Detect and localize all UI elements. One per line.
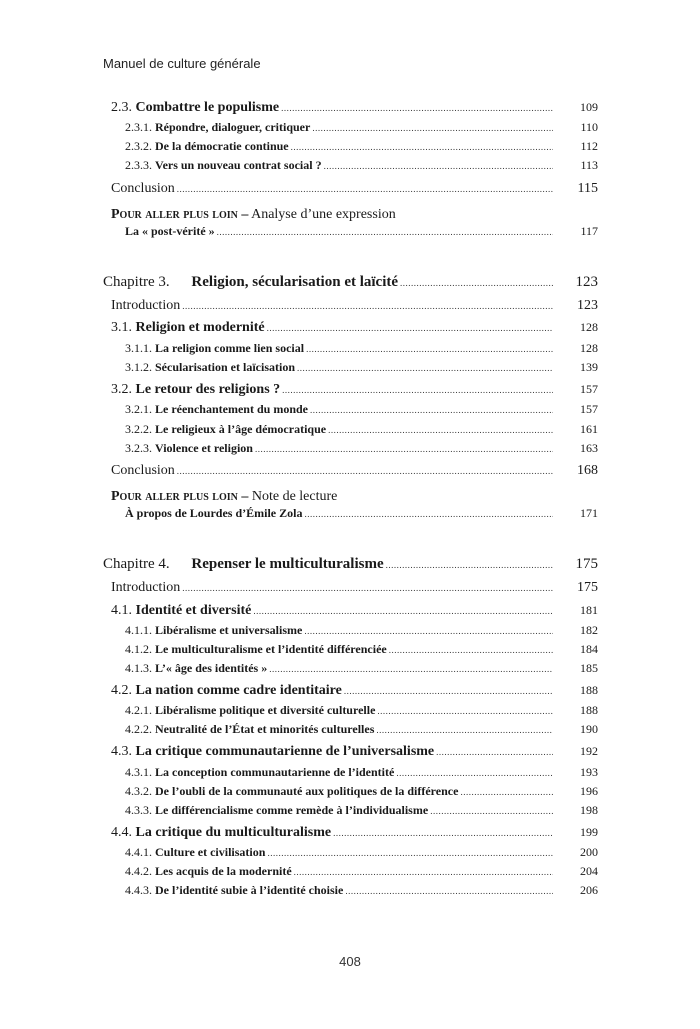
toc-entry[interactable]	[0, 703, 700, 718]
toc-entry[interactable]	[0, 441, 700, 456]
toc-entry-label	[125, 784, 458, 799]
toc-entry-page: 182	[580, 623, 598, 637]
toc-entry-page: 185	[580, 661, 598, 675]
dot-leader	[328, 426, 553, 435]
toc-entry-label	[111, 298, 180, 314]
toc-entry-label	[125, 224, 215, 239]
toc-entry-page: 206	[580, 883, 598, 897]
toc-entry-label	[125, 402, 308, 417]
toc-entry-number: 2.3.3.	[125, 158, 152, 172]
dot-leader	[182, 302, 553, 311]
toc-entry-number: 4.3.	[111, 744, 132, 759]
toc-entry-label	[125, 722, 374, 737]
toc-entry[interactable]	[0, 845, 700, 860]
toc-entry-number: 2.3.2.	[125, 139, 152, 153]
toc-entry-number: 3.2.2.	[125, 422, 152, 436]
toc-entry-number: 3.1.1.	[125, 341, 152, 355]
toc-entry[interactable]	[0, 623, 700, 638]
toc-entry-title: Le religieux à l’âge démocratique	[155, 422, 327, 436]
toc-entry-page: 175	[577, 580, 598, 595]
toc-entry-title: Violence et religion	[155, 441, 253, 455]
toc-entry[interactable]	[0, 603, 700, 619]
toc-entry-number: 4.4.1.	[125, 845, 152, 859]
toc-entry-number: 4.2.2.	[125, 722, 152, 736]
dot-leader	[304, 510, 553, 519]
toc-entry-number: 4.2.	[111, 683, 132, 698]
toc-entry-number: 4.3.1.	[125, 765, 152, 779]
toc-entry-title: La religion comme lien social	[155, 341, 305, 355]
dot-leader	[344, 687, 553, 696]
dot-leader	[310, 406, 553, 415]
toc-entry-number: 2.3.1.	[125, 120, 152, 134]
toc-entry-number: 4.2.1.	[125, 703, 152, 717]
toc-entry[interactable]	[0, 765, 700, 780]
toc-entry-title: Neutralité de l’État et minorités culturelles	[155, 722, 375, 736]
toc-entry-page: 163	[580, 441, 598, 455]
toc-entry[interactable]	[0, 158, 700, 173]
toc-entry-page: 110	[580, 120, 598, 134]
toc-entry-page: 192	[580, 744, 598, 758]
toc-entry-label	[111, 744, 434, 760]
toc-entry-title: Le différencialisme comme remède à l’individualisme	[155, 803, 429, 817]
toc-entry-label	[103, 556, 384, 573]
dot-leader	[282, 386, 553, 395]
dot-leader	[345, 887, 553, 896]
toc-entry-page: 181	[580, 603, 598, 617]
toc-entry-label	[125, 158, 322, 173]
toc-entry-title: De la démocratie continue	[155, 139, 289, 153]
toc-entry-number: 3.1.2.	[125, 360, 152, 374]
toc-entry-page: 196	[580, 784, 598, 798]
toc-entry-label	[125, 506, 302, 521]
dot-leader	[281, 104, 553, 113]
toc-entry-title: Conclusion	[111, 181, 175, 196]
toc-entry-number: 3.2.	[111, 382, 132, 397]
toc-entry[interactable]	[0, 683, 700, 699]
toc-entry-page: 190	[580, 722, 598, 736]
dot-leader	[267, 324, 553, 333]
toc-entry-page: 199	[580, 825, 598, 839]
toc-entry-page: 184	[580, 642, 598, 656]
dot-leader	[267, 849, 553, 858]
dot-leader	[396, 769, 553, 778]
dot-leader	[376, 726, 553, 735]
toc-entry[interactable]	[0, 784, 700, 799]
toc-entry-title: Répondre, dialoguer, critiquer	[155, 120, 311, 134]
toc-entry-title: La conception communautarienne de l’identité	[155, 765, 395, 779]
toc-further-reading-heading	[111, 207, 396, 223]
dot-leader	[324, 162, 553, 171]
toc-entry-title: Introduction	[111, 580, 181, 595]
toc-entry-number: 4.4.3.	[125, 883, 152, 897]
toc-entry-title: La nation comme cadre identitaire	[135, 683, 342, 698]
toc-entry-page: 115	[577, 181, 598, 196]
toc-entry[interactable]	[0, 341, 700, 356]
toc-entry-label	[111, 100, 279, 116]
toc-entry-page: 117	[580, 224, 598, 238]
toc-entry[interactable]	[0, 661, 700, 676]
dot-leader	[430, 807, 553, 816]
toc-entry-title: Les acquis de la modernité	[155, 864, 292, 878]
dot-leader	[312, 124, 553, 133]
toc-entry[interactable]	[0, 224, 700, 239]
further-reading-title: Note de lecture	[248, 489, 338, 504]
toc-entry-label	[111, 382, 280, 398]
toc-entry-label	[125, 845, 265, 860]
toc-entry-title: Libéralisme politique et diversité culturelle	[155, 703, 376, 717]
toc-entry-label	[125, 803, 428, 818]
toc-entry-number: 4.4.	[111, 825, 132, 840]
further-reading-label: Pour aller plus loin –	[111, 489, 249, 504]
toc-entry-page: 109	[580, 100, 598, 114]
dot-leader	[297, 364, 553, 373]
toc-entry-label	[125, 864, 292, 879]
page-number: 408	[339, 954, 361, 969]
toc-entry-number: Chapitre 4.	[103, 556, 170, 572]
toc-entry-page: 198	[580, 803, 598, 817]
toc-entry-number: 4.3.2.	[125, 784, 152, 798]
dot-leader	[291, 143, 553, 152]
dot-leader	[386, 561, 553, 570]
toc-entry[interactable]	[0, 722, 700, 737]
toc-entry-label	[125, 422, 326, 437]
toc-entry[interactable]	[0, 382, 700, 398]
toc-entry-page: 171	[580, 506, 598, 520]
toc-entry-title: Combattre le populisme	[135, 100, 280, 115]
toc-entry-page: 139	[580, 360, 598, 374]
toc-entry[interactable]	[0, 181, 700, 197]
toc-entry-label	[111, 603, 251, 619]
dot-leader	[306, 345, 553, 354]
toc-entry-label	[125, 120, 310, 135]
toc-entry[interactable]	[0, 402, 700, 417]
toc-entry[interactable]	[0, 744, 700, 760]
dot-leader	[253, 607, 553, 616]
toc-entry-page: 200	[580, 845, 598, 859]
dot-leader	[177, 185, 553, 194]
dot-leader	[389, 646, 553, 655]
toc-entry-title: Repenser le multiculturalisme	[191, 556, 384, 572]
toc-entry-page: 128	[580, 320, 598, 334]
toc-entry-title: De l’oubli de la communauté aux politiques de la différence	[155, 784, 459, 798]
toc-entry[interactable]	[0, 274, 700, 291]
toc-entry-title: Religion et modernité	[135, 320, 265, 335]
toc-entry-title: Introduction	[111, 298, 181, 313]
toc-entry-title: Le multiculturalisme et l’identité différenciée	[155, 642, 387, 656]
dot-leader	[400, 279, 553, 288]
toc-entry[interactable]	[0, 120, 700, 135]
toc-entry[interactable]	[0, 422, 700, 437]
dot-leader	[377, 707, 553, 716]
toc-entry-page: 112	[580, 139, 598, 153]
toc-entry-number: 4.4.2.	[125, 864, 152, 878]
toc-entry-label	[111, 580, 180, 596]
dot-leader	[333, 829, 553, 838]
dot-leader	[217, 228, 553, 237]
toc-entry[interactable]	[0, 298, 700, 314]
toc-entry-label	[125, 139, 289, 154]
toc-entry-label	[125, 703, 375, 718]
toc-entry-number: 3.2.3.	[125, 441, 152, 455]
toc-entry-number: 4.3.3.	[125, 803, 152, 817]
toc-entry-page: 157	[580, 382, 598, 396]
toc-entry-page: 175	[575, 556, 598, 572]
toc-entry-page: 188	[580, 683, 598, 697]
toc-entry-label	[125, 341, 304, 356]
toc-entry[interactable]	[0, 864, 700, 879]
toc-entry-label	[125, 642, 387, 657]
dot-leader	[460, 788, 553, 797]
toc-entry[interactable]	[0, 360, 700, 375]
toc-entry[interactable]	[0, 883, 700, 898]
toc-entry-label	[111, 181, 175, 197]
dot-leader	[304, 627, 553, 636]
toc-entry[interactable]	[0, 463, 700, 479]
toc-entry-title: Religion, sécularisation et laïcité	[191, 274, 399, 290]
toc-entry-page: 204	[580, 864, 598, 878]
toc-entry-label	[125, 623, 302, 638]
toc-entry-label	[111, 463, 175, 479]
toc-entry-title: Le réenchantement du monde	[155, 402, 308, 416]
toc-entry-page: 193	[580, 765, 598, 779]
toc-entry-number: 4.1.1.	[125, 623, 152, 637]
toc-entry-label	[103, 274, 398, 291]
toc-entry-title: La « post-vérité »	[125, 224, 215, 238]
toc-entry-number: 4.1.2.	[125, 642, 152, 656]
toc-entry-page: 123	[577, 298, 598, 313]
toc-entry[interactable]	[0, 642, 700, 657]
toc-entry-number: 4.1.	[111, 603, 132, 618]
toc-entry-number: 3.2.1.	[125, 402, 152, 416]
toc-entry-page: 157	[580, 402, 598, 416]
toc-entry-label	[125, 441, 253, 456]
toc-entry-title: L’« âge des identités »	[155, 661, 268, 675]
toc-entry-title: Culture et civilisation	[155, 845, 266, 859]
dot-leader	[182, 584, 553, 593]
further-reading-label: Pour aller plus loin –	[111, 207, 249, 222]
toc-entry[interactable]	[0, 320, 700, 336]
toc-entry-page: 161	[580, 422, 598, 436]
toc-entry-page: 113	[580, 158, 598, 172]
toc-entry-label	[125, 360, 295, 375]
toc-entry-title: Le retour des religions ?	[135, 382, 281, 397]
toc-entry-page: 128	[580, 341, 598, 355]
toc-entry[interactable]	[0, 100, 700, 116]
running-header: Manuel de culture générale	[103, 56, 261, 71]
dot-leader	[255, 445, 553, 454]
toc-entry-title: Libéralisme et universalisme	[155, 623, 303, 637]
toc-entry[interactable]	[0, 556, 700, 573]
toc-entry-label	[111, 320, 265, 336]
toc-entry-title: Conclusion	[111, 463, 175, 478]
toc-entry[interactable]	[0, 506, 700, 521]
toc-entry-number: 4.1.3.	[125, 661, 152, 675]
toc-entry-label	[125, 661, 267, 676]
toc-further-reading-heading	[111, 489, 337, 505]
toc-entry-page: 168	[577, 463, 598, 478]
toc-entry[interactable]	[0, 580, 700, 596]
toc-entry[interactable]	[0, 825, 700, 841]
toc-entry-title: De l’identité subie à l’identité choisie	[155, 883, 344, 897]
toc-entry-title: À propos de Lourdes d’Émile Zola	[125, 506, 303, 520]
toc-entry-label	[125, 883, 343, 898]
toc-entry-page: 123	[575, 274, 598, 290]
dot-leader	[177, 467, 553, 476]
toc-entry-title: La critique du multiculturalisme	[135, 825, 332, 840]
toc-entry-title: Vers un nouveau contrat social ?	[155, 158, 322, 172]
dot-leader	[269, 665, 553, 674]
toc-entry-label	[111, 825, 331, 841]
further-reading-title: Analyse d’une expression	[248, 207, 396, 222]
dot-leader	[436, 748, 553, 757]
toc-entry-title: Sécularisation et laïcisation	[155, 360, 295, 374]
toc-entry[interactable]	[0, 803, 700, 818]
toc-entry-number: Chapitre 3.	[103, 274, 170, 290]
toc-entry[interactable]	[0, 139, 700, 154]
toc-entry-title: Identité et diversité	[135, 603, 252, 618]
toc-entry-number: 3.1.	[111, 320, 132, 335]
dot-leader	[294, 868, 553, 877]
toc-entry-page: 188	[580, 703, 598, 717]
toc-entry-label	[125, 765, 394, 780]
toc-entry-title: La critique communautarienne de l’universalisme	[135, 744, 435, 759]
toc-entry-number: 2.3.	[111, 100, 132, 115]
toc-entry-label	[111, 683, 342, 699]
